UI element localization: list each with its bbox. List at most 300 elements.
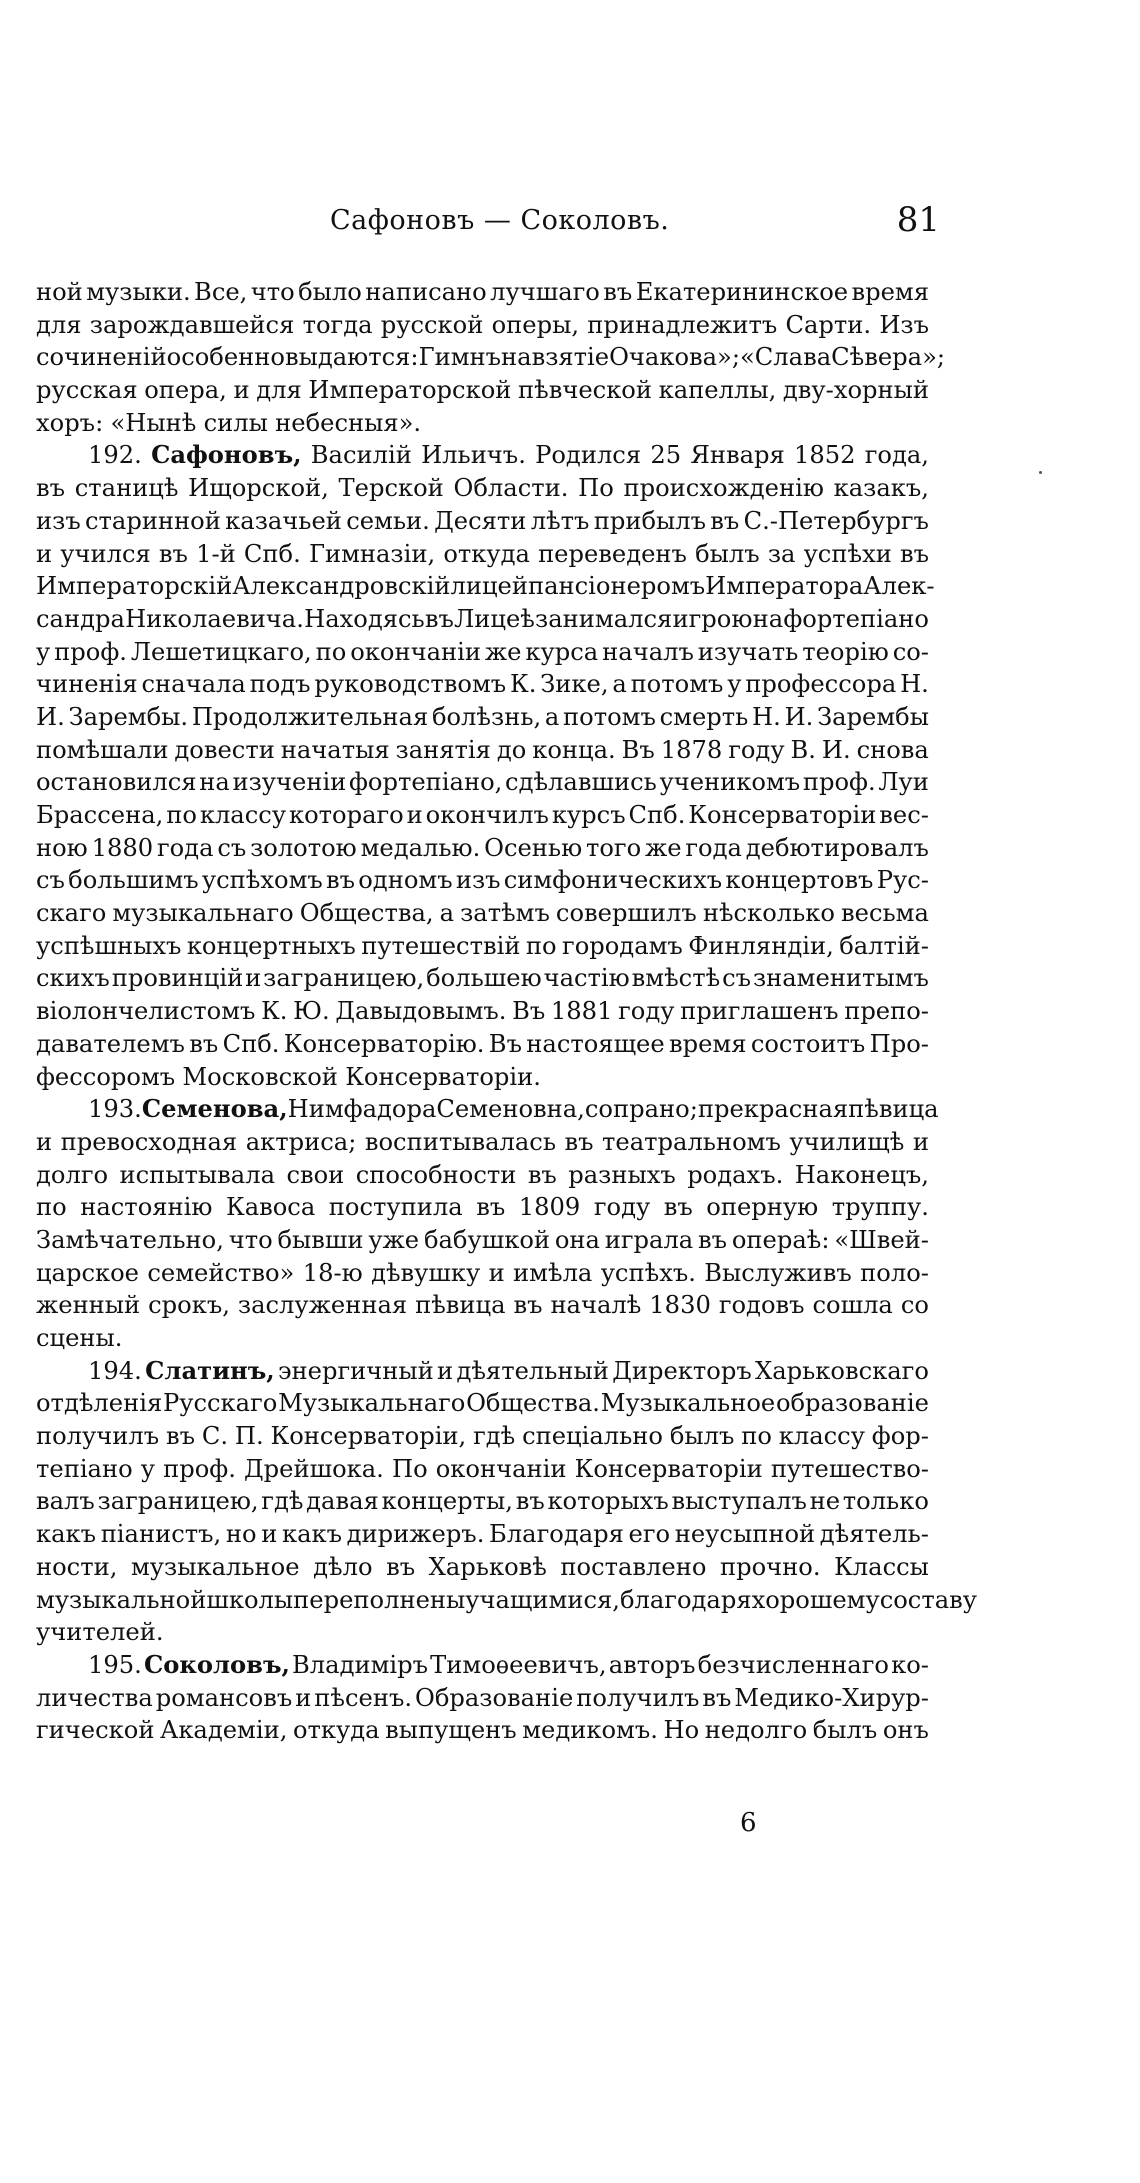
word: городамъ	[562, 931, 683, 960]
word: Осенью	[484, 833, 583, 862]
word: долго	[36, 1160, 109, 1189]
word: Продолжительная	[191, 702, 429, 731]
word: Спб.	[628, 801, 686, 829]
word: Замѣчательно,	[36, 1225, 224, 1254]
word: оперы,	[491, 310, 580, 339]
word: Все,	[194, 278, 248, 306]
word: Въ	[621, 735, 655, 764]
word: же	[484, 637, 522, 666]
word: успѣхи	[803, 539, 892, 568]
text-line	[36, 766, 929, 799]
word: которыхъ	[547, 1487, 669, 1516]
word: К.	[509, 670, 537, 699]
word: 194.	[88, 1356, 142, 1385]
word: операѣ:	[731, 1225, 830, 1254]
word: занятія	[395, 735, 491, 764]
word: провинцій	[111, 964, 244, 993]
word: царское	[36, 1258, 139, 1287]
word: ной	[36, 278, 83, 306]
entry-name: Сафоновъ,	[151, 440, 302, 470]
word: заграницею,	[263, 964, 425, 993]
word: недолго	[704, 1716, 808, 1745]
word: семьи.	[346, 506, 430, 535]
word: гической	[36, 1716, 155, 1745]
word: медикомъ.	[522, 1716, 658, 1745]
word: дирижеръ.	[346, 1520, 485, 1549]
word: И.	[821, 735, 851, 764]
word: написано	[365, 278, 487, 306]
word: 1878	[660, 735, 723, 764]
word: благодаря	[619, 1585, 752, 1614]
word: Сарти.	[785, 310, 872, 339]
word: поставлено	[560, 1552, 707, 1581]
word: въ	[424, 604, 454, 633]
word: зарождавшейся	[89, 310, 295, 339]
word: время	[669, 1029, 747, 1058]
word: выпущенъ	[385, 1716, 517, 1745]
word: и	[261, 1520, 278, 1549]
word: взятіе	[531, 343, 610, 372]
word: началѣ	[550, 1291, 642, 1320]
word: происхожденію	[623, 474, 824, 503]
word: силы	[203, 408, 268, 437]
word: Василій	[310, 441, 412, 470]
word: знаменитымъ	[752, 964, 929, 993]
word: какъ	[36, 1520, 97, 1549]
text-line	[36, 538, 929, 571]
text-line	[36, 1061, 929, 1094]
word: изъ	[455, 866, 501, 895]
word: прибылъ	[593, 506, 707, 535]
word: остановился	[36, 768, 197, 797]
word: дву-хорный	[782, 376, 929, 405]
word: же	[644, 833, 682, 862]
word: сопрано;	[584, 1095, 698, 1124]
word: по	[741, 1422, 772, 1451]
word: за	[767, 539, 796, 568]
word: семейство»	[147, 1258, 295, 1287]
word: Владиміръ	[292, 1650, 429, 1679]
text-line	[36, 1682, 929, 1715]
word: Н.	[752, 702, 781, 731]
text-line	[36, 1584, 978, 1617]
word: Нимфадора	[287, 1095, 437, 1124]
word: старинной	[84, 506, 221, 535]
word: заграницею,	[97, 1487, 259, 1516]
word: въ	[36, 474, 66, 503]
word: гдѣ	[473, 1422, 516, 1451]
text-line	[36, 1257, 929, 1290]
entry-name: Слатинъ,	[145, 1355, 275, 1385]
text-line	[36, 1289, 929, 1322]
word: котораго	[288, 801, 404, 829]
word: труппу.	[831, 1193, 929, 1222]
word: состоитъ	[750, 1029, 866, 1058]
word: играла	[604, 1225, 694, 1254]
word: въ	[386, 1552, 416, 1581]
word: Спб.	[222, 1029, 280, 1058]
word: Давыдовымъ.	[335, 997, 507, 1026]
word: успѣхомъ	[201, 866, 323, 895]
word: образованіе	[775, 1389, 929, 1418]
word: Музыкальное	[600, 1389, 776, 1418]
entry-name: Соколовъ,	[143, 1649, 290, 1679]
text-line	[36, 1159, 929, 1192]
word: спеціально	[522, 1422, 663, 1451]
word: опера,	[144, 376, 227, 405]
word: заслуженная	[237, 1291, 408, 1320]
word: а	[439, 899, 455, 928]
word: Николаевича.	[125, 604, 304, 633]
text-line	[36, 1387, 929, 1420]
word: русская	[36, 376, 138, 405]
word: 193.	[88, 1095, 142, 1124]
text-line	[36, 1355, 929, 1388]
text-line	[36, 962, 929, 995]
word: симфоническихъ	[503, 866, 723, 895]
word: Области.	[453, 474, 569, 503]
word: былъ	[695, 539, 760, 568]
word: Января	[690, 441, 785, 470]
word: помѣшали	[36, 735, 169, 764]
word: Выслуживъ	[704, 1258, 852, 1287]
word: съ	[217, 833, 247, 862]
word: потомъ	[630, 670, 724, 699]
word: частію	[543, 964, 630, 993]
word: принадлежитъ	[587, 310, 778, 339]
word: со-	[892, 637, 929, 666]
word: способности	[355, 1160, 517, 1189]
word: Луи	[878, 768, 929, 797]
margin-mark	[1039, 471, 1042, 474]
word: Медико-Хирур-	[734, 1683, 929, 1712]
word: въ	[158, 539, 188, 568]
word: приглашенъ	[680, 997, 839, 1026]
text-line	[36, 864, 929, 897]
text-line	[36, 603, 929, 636]
word: срокъ,	[148, 1291, 230, 1320]
word: 1809	[518, 1193, 581, 1222]
word: В.	[790, 735, 816, 764]
word: Харьковѣ	[428, 1552, 547, 1581]
word: фессоромъ	[36, 1062, 176, 1091]
word: Лешетицкаго,	[130, 637, 312, 666]
word: Академіи,	[160, 1716, 288, 1745]
word: Финляндіи,	[688, 931, 834, 960]
word: пѣвица	[415, 1291, 506, 1320]
word: какъ	[281, 1520, 342, 1549]
word: 1-й	[196, 539, 236, 568]
word: Гимназіи,	[308, 539, 436, 568]
word: Ищорской,	[188, 474, 329, 503]
word: Спб.	[243, 539, 301, 568]
word: музыкальной	[36, 1585, 207, 1614]
word: сочиненій	[36, 343, 167, 372]
word: Общества.	[466, 1389, 600, 1418]
text-line	[36, 1551, 929, 1584]
word: одномъ	[358, 866, 453, 895]
text-line	[36, 374, 929, 407]
word: имѣла	[513, 1258, 593, 1287]
word: и	[437, 1356, 454, 1385]
word: Дрейшока.	[244, 1454, 384, 1483]
word: у	[140, 1454, 155, 1483]
word: въ	[899, 539, 929, 568]
word: настоящее	[526, 1029, 665, 1058]
word: Брассена,	[36, 801, 164, 829]
word: по	[525, 931, 557, 960]
word: концерты,	[381, 1487, 513, 1516]
text-line	[36, 930, 929, 963]
word: концертныхъ	[186, 931, 356, 960]
text-line	[36, 341, 946, 374]
word: году	[618, 997, 675, 1026]
word: учащимися,	[465, 1585, 620, 1614]
word: и	[295, 1683, 312, 1712]
text-line	[36, 407, 929, 440]
word: По	[391, 1454, 428, 1483]
word: И.	[784, 702, 814, 731]
word: годовъ	[718, 1291, 805, 1320]
word: личества	[36, 1683, 153, 1712]
word: фортепіано	[783, 604, 929, 633]
word: ности,	[36, 1552, 118, 1581]
word: Алек-	[863, 572, 935, 601]
text-line	[36, 995, 929, 1028]
word: Консерваторіи,	[270, 1422, 467, 1451]
word: въ	[326, 866, 356, 895]
word: давателемъ	[36, 1029, 185, 1058]
word: Консерваторіи	[574, 1454, 763, 1483]
text-line	[36, 1191, 929, 1224]
word: Въ	[488, 1029, 522, 1058]
word: давая	[306, 1487, 379, 1516]
text-line	[36, 1322, 929, 1355]
word: С.	[201, 1422, 229, 1451]
word: Рус-	[876, 866, 929, 895]
word: Тимоѳеевичъ,	[430, 1650, 607, 1679]
word: По	[578, 474, 614, 503]
word: былъ	[812, 1716, 878, 1745]
word: году	[593, 1193, 651, 1222]
text-line	[36, 1126, 929, 1159]
word: воспитывалась	[364, 1127, 556, 1156]
word: 192.	[88, 441, 142, 470]
word: Музыкальнаго	[278, 1389, 466, 1418]
word: Императора	[705, 572, 864, 601]
word: курсъ	[551, 801, 626, 829]
word: по	[315, 637, 347, 666]
word: Императорской	[308, 376, 512, 405]
word: испытывала	[119, 1160, 275, 1189]
word: Зарембы.	[68, 702, 189, 731]
word: Гимнъ	[418, 343, 502, 372]
word: станицѣ	[74, 474, 179, 503]
word: Московской	[182, 1062, 338, 1091]
word: классу	[778, 1422, 865, 1451]
word: дѣятель-	[819, 1520, 929, 1549]
word: Консерваторію.	[283, 1029, 485, 1058]
word: проф.	[802, 768, 876, 797]
word: фортепіано,	[349, 768, 503, 797]
word: совершилъ	[555, 899, 697, 928]
word: со	[900, 1291, 929, 1320]
word: того	[585, 833, 642, 862]
word: время	[851, 278, 929, 306]
printer-signature-mark: 6	[740, 1808, 757, 1838]
text-line	[36, 276, 929, 309]
word: чиненія	[36, 670, 138, 699]
word: путешество-	[770, 1454, 929, 1483]
word: П.	[234, 1422, 264, 1451]
word: Ильичъ.	[421, 441, 526, 470]
word: Общества,	[299, 899, 434, 928]
word: Благодаря	[489, 1520, 624, 1549]
word: было	[298, 278, 362, 306]
word: занимался	[535, 604, 673, 633]
word: превосходная	[60, 1127, 238, 1156]
word: изъ	[36, 506, 81, 535]
word: пѣвческой	[518, 376, 652, 405]
word: 195.	[88, 1650, 142, 1679]
word: оперную	[706, 1193, 819, 1222]
word: Находясь	[304, 604, 425, 633]
entry-name: Семенова,	[141, 1094, 288, 1124]
word: въ	[702, 1683, 732, 1712]
word: до	[496, 735, 527, 764]
word: поступила	[328, 1193, 463, 1222]
word: въ	[710, 506, 740, 535]
word: довести	[174, 735, 275, 764]
word: казакъ,	[833, 474, 929, 503]
word: для	[36, 310, 82, 339]
word: уже	[368, 1225, 420, 1254]
word: Кавоса	[225, 1193, 316, 1222]
word: учителей.	[36, 1618, 164, 1647]
word: сошла	[812, 1291, 893, 1320]
word: переведенъ	[538, 539, 687, 568]
word: не	[809, 1487, 841, 1516]
word: потомъ	[563, 702, 656, 731]
word: лучшаго	[490, 278, 600, 306]
word: родахъ.	[687, 1160, 784, 1189]
word: для	[256, 376, 302, 405]
word: прекрасная	[697, 1095, 849, 1124]
word: дѣвушку	[371, 1258, 481, 1287]
word: віолончелистомъ	[36, 997, 256, 1026]
word: игрою	[672, 604, 753, 633]
word: Изъ	[879, 310, 929, 339]
word: Екатерининское	[635, 278, 849, 306]
word: проф.	[163, 1454, 236, 1483]
word: Родился	[535, 441, 642, 470]
word: по	[166, 801, 197, 829]
text-line	[36, 309, 929, 342]
word: дѣло	[313, 1552, 373, 1581]
word: дѣятельный	[456, 1356, 609, 1385]
word: съ	[722, 964, 752, 993]
word: но	[225, 1520, 257, 1549]
word: И.	[36, 702, 65, 731]
text-line	[36, 636, 929, 669]
word: получилъ	[576, 1683, 700, 1712]
word: гдѣ	[261, 1487, 304, 1516]
word: Семеновна,	[436, 1095, 585, 1124]
word: 1880	[91, 833, 154, 862]
body-text	[36, 276, 978, 1747]
word: и	[36, 539, 53, 568]
page-number: 81	[896, 200, 940, 240]
word: болѣзнь,	[431, 702, 542, 731]
word: хорошему	[751, 1585, 880, 1614]
word: музыки.	[86, 278, 191, 306]
word: 18-ю	[302, 1258, 363, 1287]
word: въ	[663, 1193, 693, 1222]
text-line	[36, 570, 935, 603]
word: бабушкой	[423, 1225, 551, 1254]
word: у	[727, 670, 742, 699]
text-line	[36, 1616, 929, 1649]
word: на	[752, 604, 784, 633]
word: поло-	[860, 1258, 929, 1287]
word: руководствомъ	[314, 670, 507, 699]
word: дебютировалъ	[745, 833, 929, 862]
word: Но	[663, 1716, 700, 1745]
word: особенно	[166, 343, 285, 372]
word: сцены.	[36, 1324, 123, 1352]
word: К.	[261, 997, 288, 1026]
word: русской	[380, 310, 484, 339]
word: бывши	[277, 1225, 364, 1254]
word: золотою	[250, 833, 357, 862]
word: авторъ	[608, 1650, 696, 1679]
word: балтій-	[839, 931, 929, 960]
word: Лицеѣ	[454, 604, 535, 633]
word: прочно.	[719, 1552, 821, 1581]
word: Наконецъ,	[794, 1160, 929, 1189]
text-line	[36, 701, 929, 734]
word: лицей	[450, 572, 528, 601]
word: Харьковскаго	[755, 1356, 929, 1385]
word: и	[406, 801, 423, 829]
word: 1852	[793, 441, 856, 470]
word: Десяти	[434, 506, 527, 535]
word: актриса;	[245, 1127, 357, 1156]
word: ученикомъ	[659, 768, 801, 797]
word: въ	[189, 1029, 219, 1058]
word: Сѣвера»;	[831, 343, 946, 372]
word: Зике,	[540, 670, 609, 699]
word: у	[36, 637, 51, 666]
word: «Швей-	[834, 1225, 929, 1254]
word: и	[912, 1127, 929, 1156]
word: и	[36, 1127, 53, 1156]
word: затѣмъ	[460, 899, 550, 928]
word: и	[488, 1258, 505, 1287]
word: года	[156, 833, 214, 862]
word: конца.	[532, 735, 616, 764]
word: успѣшныхъ	[36, 931, 182, 960]
text-line	[36, 1093, 939, 1126]
word: что	[228, 1225, 273, 1254]
word: лѣтъ	[530, 506, 590, 535]
word: года	[685, 833, 742, 862]
word: скаго	[36, 899, 107, 928]
word: году	[728, 735, 785, 764]
word: училищѣ	[789, 1127, 905, 1156]
word: валъ	[36, 1487, 95, 1516]
word: въ	[698, 1225, 728, 1254]
